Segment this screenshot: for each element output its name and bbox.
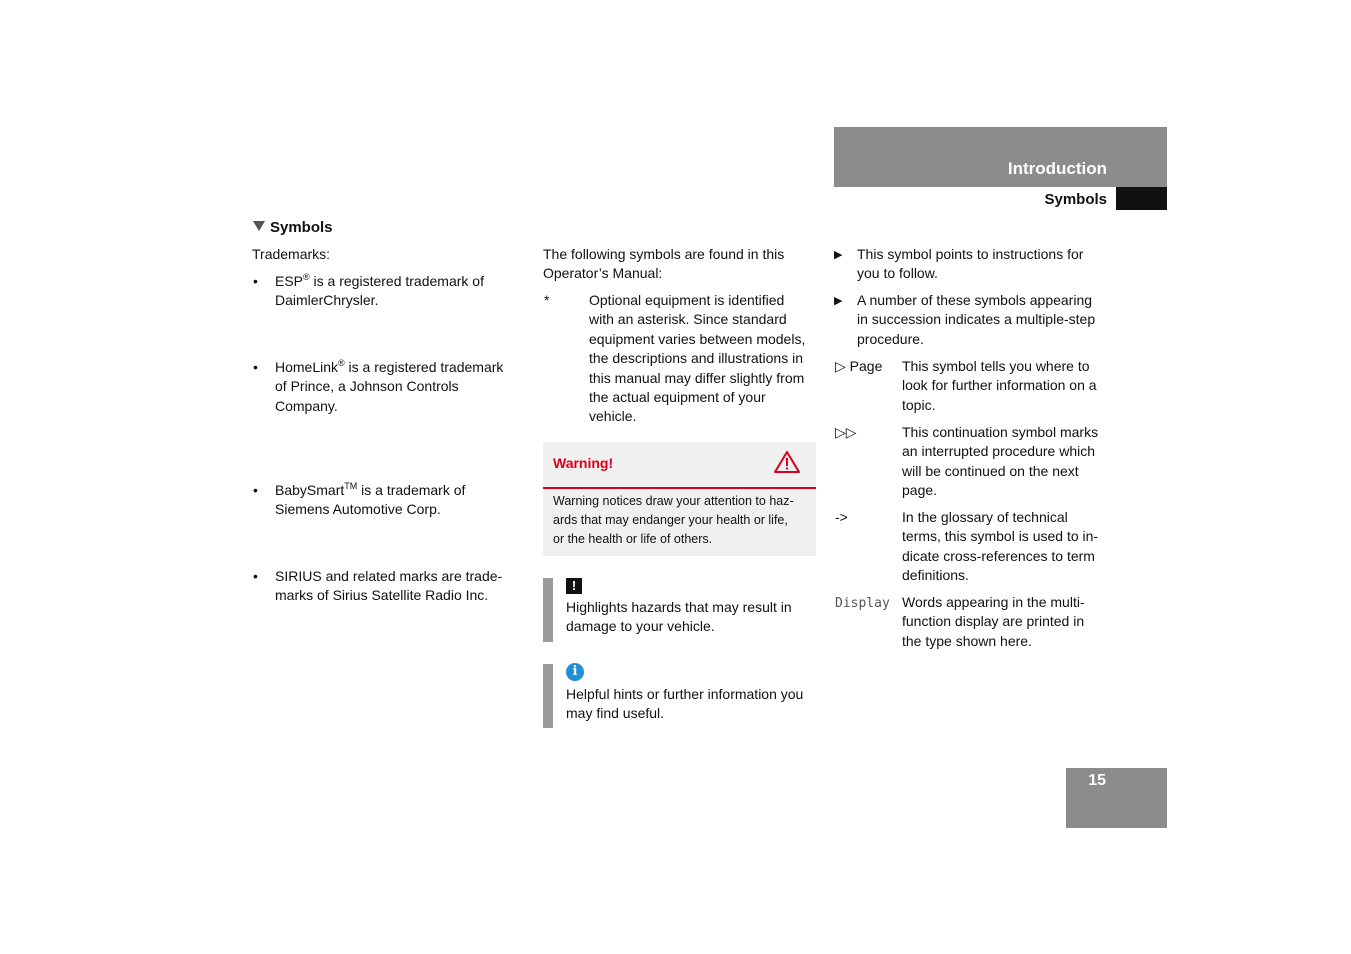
caution-text — [566, 598, 818, 637]
desc-line: the actual equipment of your — [589, 389, 766, 406]
page-reference-description — [902, 357, 1112, 415]
desc-line: equipment varies between models, — [589, 330, 806, 347]
caution-line: damage to your vehicle. — [566, 618, 715, 635]
desc-line: you to follow. — [857, 265, 938, 282]
info-line: may find useful. — [566, 705, 665, 722]
tm-line: is a registered trademark — [344, 358, 504, 375]
tm-line: DaimlerChrysler. — [275, 292, 379, 309]
tm-sup: TM — [344, 481, 358, 492]
caution-line: Highlights hazards that may result in — [566, 599, 792, 615]
desc-line: with an asterisk. Since standard — [589, 311, 787, 328]
desc-line: topic. — [902, 396, 936, 413]
tm-line: is a registered trademark of — [309, 273, 484, 289]
tm-name: HomeLink — [275, 358, 339, 375]
tm-line: SIRIUS and related marks are trade- — [275, 567, 503, 584]
arrow-right-icon: ▶ — [834, 249, 843, 261]
heading-symbols — [253, 219, 333, 236]
info-text — [566, 685, 818, 724]
desc-line: Words appearing in the multi- — [902, 594, 1085, 610]
cross-reference-symbol: -> — [835, 509, 848, 525]
page-number: 15 — [1088, 772, 1106, 789]
asterisk-symbol: * — [544, 292, 550, 308]
tm-line: of Prince, a Johnson Controls — [275, 378, 459, 395]
caution-bar — [543, 578, 553, 642]
desc-line: A number of these symbols appearing — [857, 292, 1093, 308]
desc-line: In the glossary of technical — [902, 509, 1068, 525]
subsection-marker — [1116, 187, 1167, 210]
desc-line: procedure. — [857, 330, 924, 347]
desc-line: in succession indicates a multiple-step — [857, 311, 1096, 328]
heading-text: Symbols — [270, 219, 333, 236]
continuation-description — [902, 423, 1112, 501]
triangle-down-icon — [253, 221, 265, 231]
continuation-symbol: ▷▷ — [835, 424, 857, 440]
display-description — [902, 593, 1112, 651]
exclamation-icon: ! — [566, 578, 582, 594]
intro-text — [543, 245, 816, 284]
warning-label: Warning! — [553, 455, 614, 471]
desc-line: This symbol tells you where to — [902, 358, 1090, 374]
warning-line: Warning notices draw your attention to haz- — [553, 494, 794, 508]
info-icon: i — [566, 663, 584, 681]
info-bar — [543, 664, 553, 728]
tm-name: ESP — [275, 273, 304, 289]
cross-reference-description — [902, 508, 1112, 586]
warning-triangle-icon — [773, 450, 801, 474]
warning-line: or the health or life of others. — [553, 532, 713, 546]
list-item — [252, 567, 545, 606]
tm-sup: ® — [338, 357, 345, 368]
desc-line: This continuation symbol marks — [902, 424, 1099, 440]
list-item — [252, 481, 545, 520]
desc-line: look for further information on a — [902, 377, 1097, 394]
tm-sup: ® — [303, 272, 310, 282]
tm-line: is a trademark of — [357, 482, 466, 499]
section-title: Introduction — [1007, 159, 1107, 178]
desc-line: page. — [902, 482, 938, 499]
desc-line: dicate cross-references to term — [902, 547, 1095, 564]
desc-line: function display are printed in — [902, 613, 1085, 630]
desc-line: terms, this symbol is used to in- — [902, 528, 1099, 545]
asterisk-description — [589, 291, 819, 427]
desc-line: will be continued on the next — [902, 462, 1079, 479]
display-symbol: Display — [835, 596, 890, 611]
warning-line: ards that may endanger your health or life, — [553, 513, 788, 527]
list-item — [252, 358, 545, 416]
multistep-description — [857, 291, 1112, 349]
desc-line: This symbol points to instructions for — [857, 246, 1084, 262]
desc-line: this manual may differ slightly from — [589, 369, 805, 386]
tm-name: BabySmart — [275, 482, 345, 499]
trademarks-label: Trademarks: — [252, 246, 331, 262]
page-reference-symbol: ▷ Page — [835, 358, 883, 374]
list-item — [252, 272, 545, 311]
desc-line: the descriptions and illustrations in — [589, 350, 804, 367]
warning-text — [553, 492, 811, 549]
desc-line: the type shown here. — [902, 632, 1032, 649]
subsection-title: Symbols — [1044, 191, 1107, 208]
desc-line: definitions. — [902, 567, 969, 584]
instruction-description — [857, 245, 1112, 284]
info-line: Helpful hints or further information you — [566, 686, 804, 702]
intro-line: Operator’s Manual: — [543, 265, 663, 282]
desc-line: vehicle. — [589, 408, 637, 425]
desc-line: Optional equipment is identified — [589, 292, 785, 308]
arrow-right-icon: ▶ — [834, 295, 843, 307]
desc-line: an interrupted procedure which — [902, 443, 1096, 460]
tm-line: Company. — [275, 397, 338, 414]
intro-line: The following symbols are found in this — [543, 246, 785, 262]
tm-line: Siemens Automotive Corp. — [275, 501, 441, 518]
tm-line: marks of Sirius Satellite Radio Inc. — [275, 587, 489, 604]
